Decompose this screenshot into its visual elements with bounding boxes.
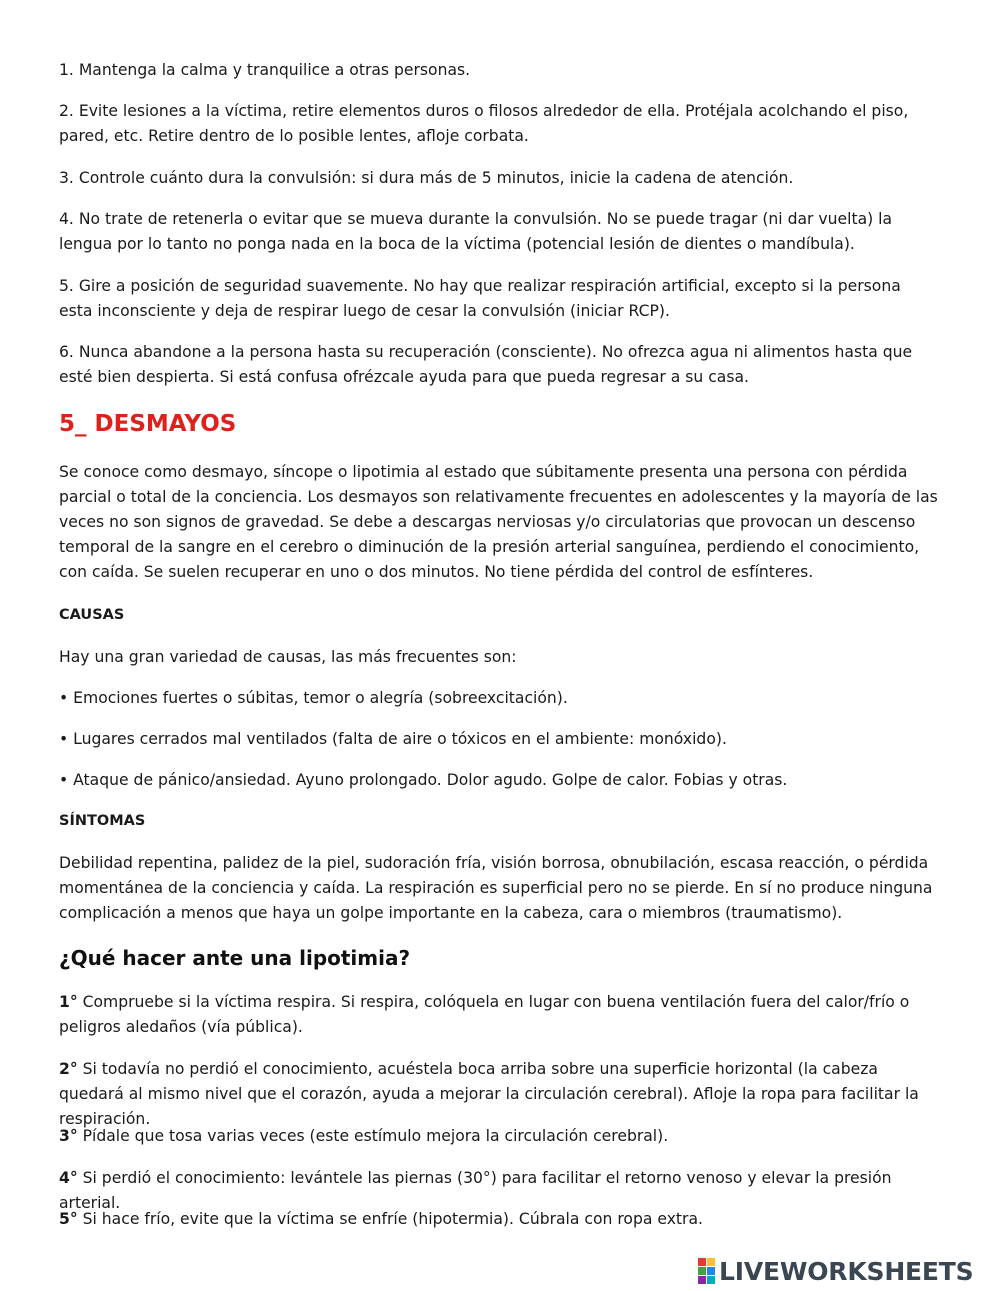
causes-intro: Hay una gran variedad de causas, las más frecuentes son: (59, 648, 517, 666)
question-heading: ¿Qué hacer ante una lipotimia? (59, 946, 411, 970)
list-item: 5. Gire a posición de seguridad suavemente. No hay que realizar respiración artificial, excepto si la persona esta inconsciente y deja de respirar luego de cesar la convulsión (iniciar RCP). (59, 277, 901, 320)
list-item: 2. Evite lesiones a la víctima, retire elementos duros o filosos alrededor de ella. Protéjala acolchando el piso, pared, etc. Retire dentro de lo posible lentes, afloje corbata. (59, 102, 909, 145)
symptoms-paragraph: Debilidad repentina, palidez de la piel, sudoración fría, visión borrosa, obnubilación, escasa reacción, o pérdida momentánea de la conciencia y caída. La respiración es superficial pero no se pierde. En sí no produce ninguna complicación a menos que haya un golpe importante en la cabeza, cara o miembros (traumatismo). (59, 854, 933, 922)
symptoms-heading: SÍNTOMAS (59, 813, 146, 829)
logo-block (707, 1258, 715, 1266)
liveworksheets-logo[interactable] (698, 1256, 973, 1286)
list-item: 1. Mantenga la calma y tranquilice a otras personas. (59, 61, 471, 79)
cause-item: • Ataque de pánico/ansiedad. Ayuno prolongado. Dolor agudo. Golpe de calor. Fobias y otras. (59, 771, 788, 789)
logo-block (707, 1276, 715, 1284)
step-item (59, 1057, 939, 1132)
step-number: 4° (59, 1169, 78, 1187)
step-item (59, 1207, 939, 1232)
logo-blocks-icon (698, 1258, 715, 1284)
step-text: Compruebe si la víctima respira. Si respira, colóquela en lugar con buena ventilación fuera del calor/frío o peligros aledaños (vía pública). (59, 993, 910, 1036)
logo-block (707, 1267, 715, 1275)
section-title: 5_ DESMAYOS (59, 411, 237, 437)
step-item (59, 990, 939, 1040)
cause-item: • Emociones fuertes o súbitas, temor o alegría (sobreexcitación). (59, 689, 568, 707)
list-item: 6. Nunca abandone a la persona hasta su recuperación (consciente). No ofrezca agua ni alimentos hasta que esté bien despierta. Si está confusa ofrézcale ayuda para que pueda regresar a su casa. (59, 343, 913, 386)
step-number: 5° (59, 1210, 78, 1228)
logo-text: LIVEWORKSHEETS (719, 1256, 974, 1286)
step-text: Pídale que tosa varias veces (este estímulo mejora la circulación cerebral). (77, 1127, 669, 1145)
step-text: Si todavía no perdió el conocimiento, acuéstela boca arriba sobre una superficie horizontal (la cabeza quedará al mismo nivel que el corazón, ayuda a mejorar la circulación cerebral). Afloje la ropa para facilitar la respiración. (59, 1060, 919, 1128)
causes-heading: CAUSAS (59, 607, 125, 623)
step-item (59, 1124, 939, 1149)
logo-block (698, 1258, 706, 1266)
list-item: 3. Controle cuánto dura la convulsión: si dura más de 5 minutos, inicie la cadena de atención. (59, 169, 794, 187)
logo-block (698, 1276, 706, 1284)
step-text: Si perdió el conocimiento: levántele las piernas (30°) para facilitar el retorno venoso y elevar la presión arterial. (59, 1169, 892, 1212)
step-number: 2° (59, 1060, 78, 1078)
intro-paragraph: Se conoce como desmayo, síncope o lipotimia al estado que súbitamente presenta una persona con pérdida parcial o total de la conciencia. Los desmayos son relativamente frecuentes en adolescentes y la mayoría de las veces no son signos de gravedad. Se debe a descargas nerviosas y/o circulatorias que provocan un descenso temporal de la sangre en el cerebro o diminución de la presión arterial sanguínea, perdiendo el conocimiento, con caída. Se suelen recuperar en uno o dos minutos. No tiene pérdida del control de esfínteres. (59, 463, 938, 581)
cause-item: • Lugares cerrados mal ventilados (falta de aire o tóxicos en el ambiente: monóxido). (59, 730, 727, 748)
logo-block (698, 1267, 706, 1275)
step-number: 1° (59, 993, 78, 1011)
step-number: 3° (59, 1127, 78, 1145)
list-item: 4. No trate de retenerla o evitar que se mueva durante la convulsión. No se puede tragar (ni dar vuelta) la lengua por lo tanto no ponga nada en la boca de la víctima (potencial lesión de dientes o mandíbula). (59, 210, 893, 253)
step-text: Si hace frío, evite que la víctima se enfríe (hipotermia). Cúbrala con ropa extra. (77, 1210, 703, 1228)
